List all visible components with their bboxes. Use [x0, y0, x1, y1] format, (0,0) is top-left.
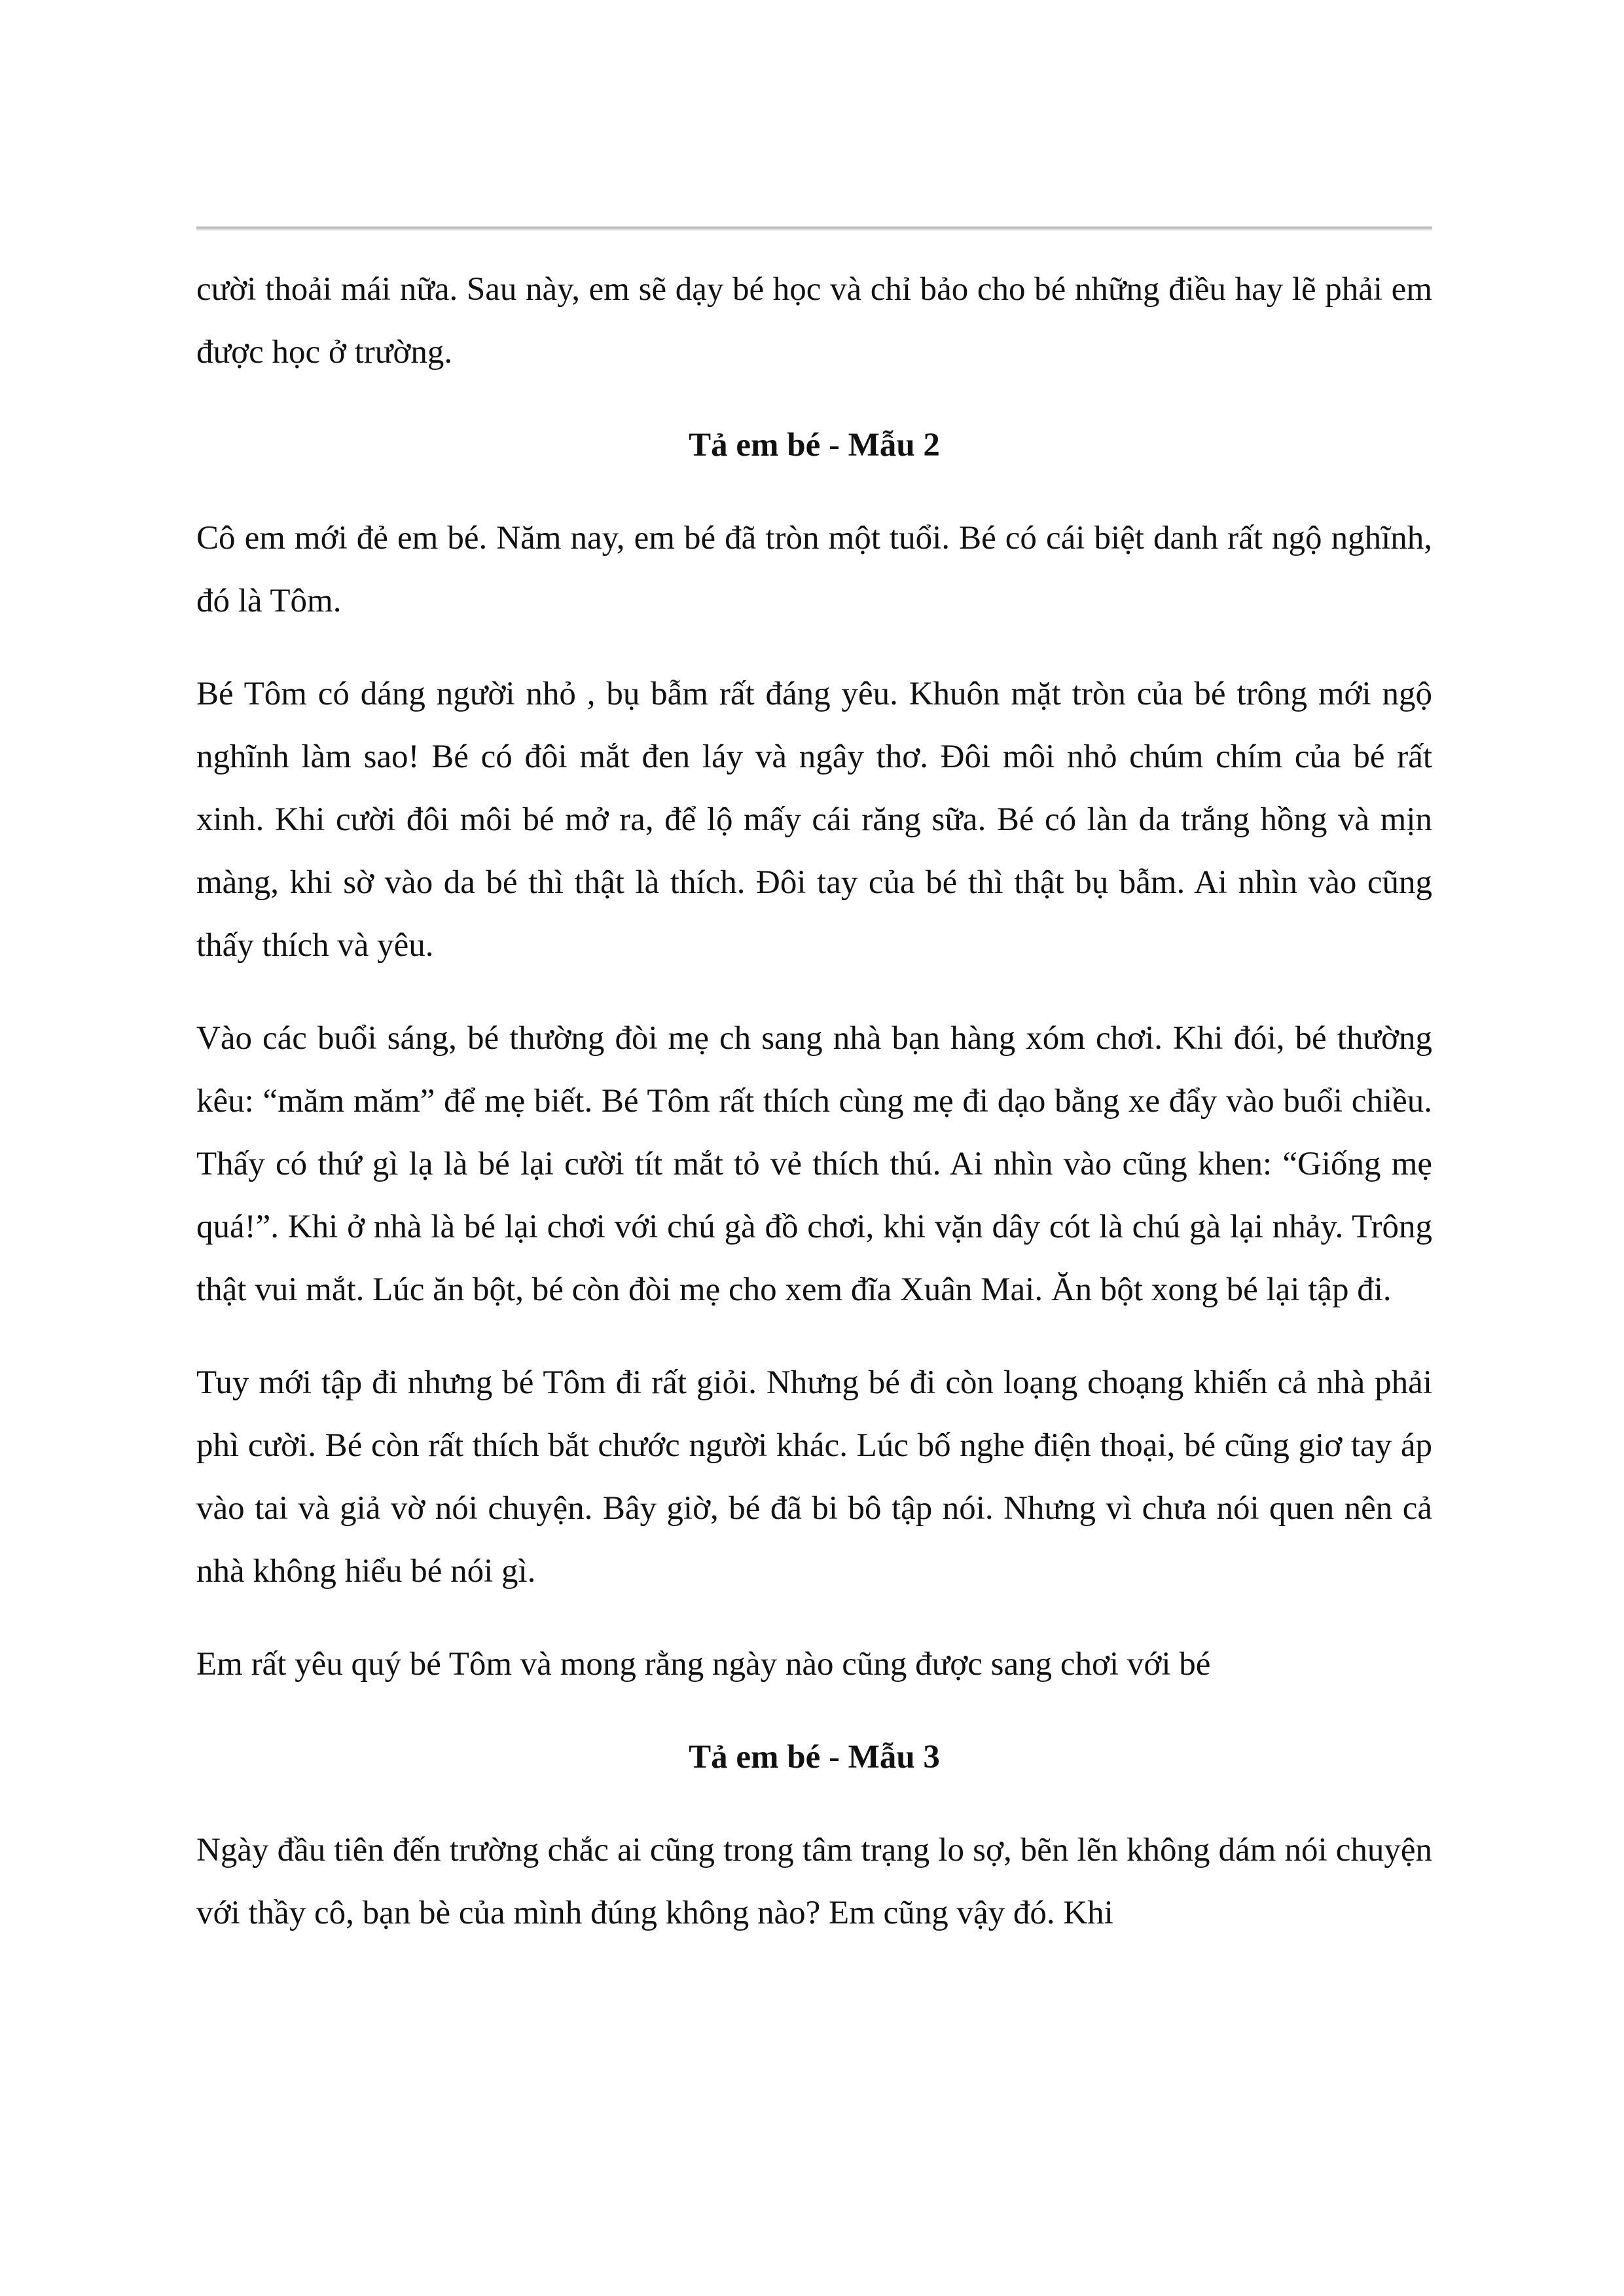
- paragraph: Em rất yêu quý bé Tôm và mong rằng ngày nào cũng được sang chơi với bé: [196, 1646, 1211, 1683]
- section-heading-mau-2: Tả em bé - Mẫu 2: [689, 427, 940, 464]
- paragraph: Bé Tôm có dáng người nhỏ , bụ bẫm rất đáng yêu. Khuôn mặt tròn của bé trông mới ngộ nghĩnh làm sao! Bé có đôi mắt đen láy và ngây thơ. Đôi môi nhỏ chúm chím của bé rất xinh. Khi cười đôi môi bé mở ra, để lộ mấy cái răng sữa. Bé có làn da trắng hồng và mịn màng, khi sờ vào da bé thì thật là thích. Đôi tay của bé thì thật bụ bẫm. Ai nhìn vào cũng thấy thích và yêu.: [196, 676, 1432, 964]
- paragraph-intro: cười thoải mái nữa. Sau này, em sẽ dạy bé học và chỉ bảo cho bé những điều hay lẽ phải em được học ở trường.: [196, 271, 1432, 371]
- header-divider: [196, 227, 1432, 230]
- paragraph: Ngày đầu tiên đến trường chắc ai cũng trong tâm trạng lo sợ, bẽn lẽn không dám nói chuyện với thầy cô, bạn bè của mình đúng không nào? Em cũng vậy đó. Khi: [196, 1832, 1432, 1931]
- paragraph: Cô em mới đẻ em bé. Năm nay, em bé đã tròn một tuổi. Bé có cái biệt danh rất ngộ nghĩnh, đó là Tôm.: [196, 520, 1432, 619]
- document-body: [196, 258, 1432, 1975]
- section-heading-mau-3: Tả em bé - Mẫu 3: [689, 1739, 940, 1776]
- paragraph: Tuy mới tập đi nhưng bé Tôm đi rất giỏi. Nhưng bé đi còn loạng choạng khiến cả nhà phải phì cười. Bé còn rất thích bắt chước người khác. Lúc bố nghe điện thoại, bé cũng giơ tay áp vào tai và giả vờ nói chuyện. Bây giờ, bé đã bi bô tập nói. Nhưng vì chưa nói quen nên cả nhà không hiểu bé nói gì.: [196, 1364, 1432, 1590]
- paragraph: Vào các buổi sáng, bé thường đòi mẹ ch sang nhà bạn hàng xóm chơi. Khi đói, bé thường kêu: “măm măm” để mẹ biết. Bé Tôm rất thích cùng mẹ đi dạo bằng xe đẩy vào buổi chiều. Thấy có thứ gì lạ là bé lại cười tít mắt tỏ vẻ thích thú. Ai nhìn vào cũng khen: “Giống mẹ quá!”. Khi ở nhà là bé lại chơi với chú gà đồ chơi, khi vặn dây cót là chú gà lại nhảy. Trông thật vui mắt. Lúc ăn bột, bé còn đòi mẹ cho xem đĩa Xuân Mai. Ăn bột xong bé lại tập đi.: [196, 1020, 1432, 1308]
